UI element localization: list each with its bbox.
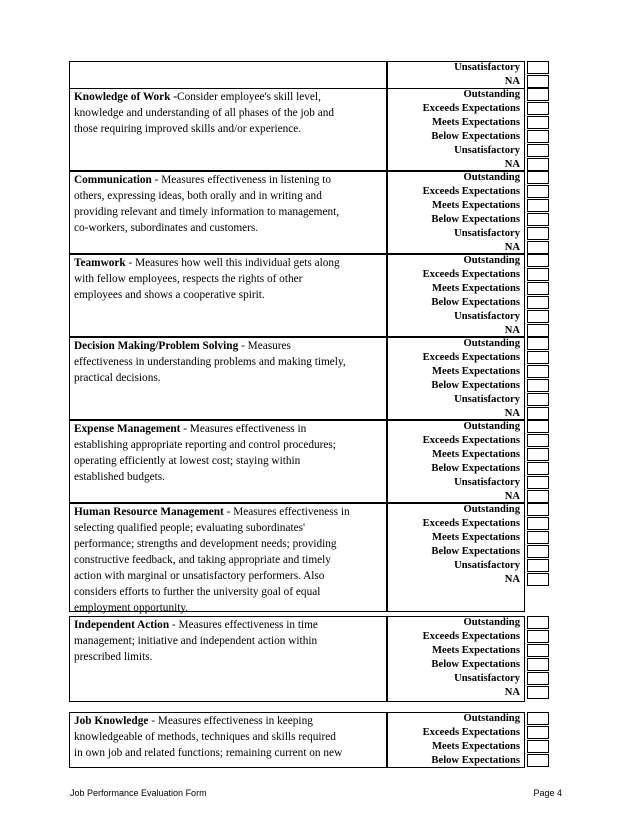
- rating-label: Exceeds Expectations: [422, 102, 520, 114]
- rating-checkbox[interactable]: [527, 282, 549, 295]
- rating-checkbox[interactable]: [527, 517, 549, 530]
- rating-checkbox[interactable]: [527, 241, 549, 254]
- rating-label: Exceeds Expectations: [422, 268, 520, 280]
- rating-checkbox[interactable]: [527, 310, 549, 323]
- rating-checkbox[interactable]: [527, 337, 549, 350]
- criterion-text: practical decisions.: [74, 372, 161, 384]
- criterion-title: Teamwork: [74, 257, 126, 269]
- criterion-title: Decision Making/Problem Solving: [74, 340, 239, 352]
- rating-checkbox[interactable]: [527, 365, 549, 378]
- rating-label: Below Expectations: [431, 658, 520, 670]
- criterion-text: - Measures effectiveness in: [223, 506, 350, 518]
- criterion-text: - Measures how well this individual gets along: [125, 257, 340, 269]
- rating-checkbox[interactable]: [527, 559, 549, 572]
- rating-checkbox[interactable]: [527, 351, 549, 364]
- rating-label: NA: [504, 686, 520, 698]
- rating-label: Unsatisfactory: [454, 672, 520, 684]
- criterion-text: knowledgeable of methods, techniques and skills required: [74, 731, 336, 743]
- criterion-description: [74, 89, 382, 137]
- rating-checkbox[interactable]: [527, 227, 549, 240]
- criterion-text: performance; strengths and development needs; providing: [74, 538, 337, 550]
- rating-label: Below Expectations: [431, 296, 520, 308]
- rating-checkbox[interactable]: [527, 420, 549, 433]
- rating-checkbox[interactable]: [527, 726, 549, 739]
- rating-checkbox[interactable]: [527, 116, 549, 129]
- rating-label: Outstanding: [463, 617, 520, 628]
- rating-checkbox[interactable]: [527, 268, 549, 281]
- rating-label: NA: [504, 241, 520, 253]
- rating-checkbox[interactable]: [527, 490, 549, 503]
- footer-title: Job Performance Evaluation Form: [70, 788, 207, 798]
- rating-label: Exceeds Expectations: [422, 630, 520, 642]
- rating-checkbox[interactable]: [527, 171, 549, 184]
- criterion-text: - Measures effectiveness in: [180, 423, 307, 435]
- rating-label: Below Expectations: [431, 213, 520, 225]
- criterion-text: action with marginal or unsatisfactory performers. Also: [74, 570, 325, 582]
- rating-checkbox[interactable]: [527, 185, 549, 198]
- criterion-text: employment opportunity.: [74, 602, 189, 614]
- rating-label: Below Expectations: [431, 462, 520, 474]
- rating-checkbox[interactable]: [527, 503, 549, 516]
- rating-label: NA: [504, 573, 520, 585]
- rating-checkbox[interactable]: [527, 448, 549, 461]
- rating-checkbox[interactable]: [527, 573, 549, 586]
- rating-checkbox[interactable]: [527, 407, 549, 420]
- criterion-description: [74, 504, 382, 616]
- criterion-description: [74, 617, 382, 665]
- rating-checkbox[interactable]: [527, 658, 549, 671]
- rating-checkbox[interactable]: [527, 254, 549, 267]
- rating-checkbox[interactable]: [527, 324, 549, 337]
- rating-checkbox[interactable]: [527, 199, 549, 212]
- criterion-text: providing relevant and timely information to management,: [74, 206, 340, 218]
- criterion-text: in own job and related functions; remaining current on new: [74, 747, 343, 759]
- rating-checkbox[interactable]: [527, 213, 549, 226]
- rating-checkbox[interactable]: [527, 462, 549, 475]
- criterion-text: considers efforts to further the university goal of equal: [74, 586, 321, 598]
- criterion-text: those requiring improved skills and/or experience.: [74, 123, 302, 135]
- criterion-text: management; initiative and independent action within: [74, 635, 318, 647]
- rating-checkbox[interactable]: [527, 686, 549, 699]
- rating-checkbox[interactable]: [527, 144, 549, 157]
- criterion-title: Human Resource Management: [74, 506, 224, 518]
- rating-label: Meets Expectations: [432, 199, 520, 211]
- criterion-text: with fellow employees, respects the rights of other: [74, 273, 303, 285]
- rating-checkbox[interactable]: [527, 393, 549, 406]
- rating-checkbox[interactable]: [527, 88, 549, 101]
- rating-label: Exceeds Expectations: [422, 185, 520, 197]
- rating-label: Unsatisfactory: [454, 144, 520, 156]
- rating-checkbox[interactable]: [527, 740, 549, 753]
- rating-label: Meets Expectations: [432, 448, 520, 460]
- criterion-text: - Measures: [238, 340, 291, 352]
- criterion-description: [74, 172, 382, 236]
- rating-label: Outstanding: [463, 172, 520, 183]
- rating-checkbox[interactable]: [527, 476, 549, 489]
- rating-label: Outstanding: [463, 504, 520, 515]
- rating-label: Exceeds Expectations: [422, 351, 520, 363]
- rating-checkbox[interactable]: [527, 434, 549, 447]
- criterion-text: effectiveness in understanding problems and making timely,: [74, 356, 346, 368]
- rating-label: NA: [504, 407, 520, 419]
- rating-label: Outstanding: [463, 713, 520, 724]
- rating-checkbox[interactable]: [527, 712, 549, 725]
- criterion-description: [74, 255, 382, 303]
- rating-checkbox[interactable]: [527, 630, 549, 643]
- rating-label: Exceeds Expectations: [422, 726, 520, 738]
- criterion-text: constructive feedback, and taking appropriate and timely: [74, 554, 331, 566]
- rating-label: Below Expectations: [431, 130, 520, 142]
- rating-label: Unsatisfactory: [454, 559, 520, 571]
- rating-label: Below Expectations: [431, 379, 520, 391]
- rating-checkbox[interactable]: [527, 75, 549, 88]
- criterion-text: establishing appropriate reporting and control procedures;: [74, 439, 336, 451]
- criterion-text: Consider employee's skill level,: [177, 91, 321, 103]
- rating-checkbox[interactable]: [527, 296, 549, 309]
- rating-label: Exceeds Expectations: [422, 517, 520, 529]
- criterion-text: operating efficiently at lowest cost; staying within: [74, 455, 301, 467]
- criterion-description: [74, 338, 382, 386]
- criterion-text: established budgets.: [74, 471, 165, 483]
- rating-label: Outstanding: [463, 255, 520, 266]
- rating-checkbox[interactable]: [527, 379, 549, 392]
- criterion-description: [74, 713, 382, 761]
- rating-label: Unsatisfactory: [454, 62, 520, 73]
- header-row: [69, 61, 387, 89]
- criterion-text: prescribed limits.: [74, 651, 153, 663]
- rating-label: Unsatisfactory: [454, 393, 520, 405]
- criterion-title: Communication: [74, 174, 152, 186]
- criterion-text: - Measures effectiveness in time: [169, 619, 318, 631]
- criterion-text: - Measures effectiveness in listening to: [151, 174, 332, 186]
- rating-checkbox[interactable]: [527, 545, 549, 558]
- rating-label: Outstanding: [463, 89, 520, 100]
- criterion-text: others, expressing ideas, both orally and in writing and: [74, 190, 322, 202]
- rating-label: Meets Expectations: [432, 644, 520, 656]
- rating-label: Meets Expectations: [432, 365, 520, 377]
- criterion-title: Expense Management: [74, 423, 181, 435]
- criterion-text: knowledge and understanding of all phases of the job and: [74, 107, 335, 119]
- criterion-title: Independent Action: [74, 619, 170, 631]
- rating-checkbox[interactable]: [527, 102, 549, 115]
- rating-label: Unsatisfactory: [454, 310, 520, 322]
- rating-label: Unsatisfactory: [454, 476, 520, 488]
- criterion-description: [74, 421, 382, 485]
- rating-checkbox[interactable]: [527, 158, 549, 171]
- rating-label: Meets Expectations: [432, 116, 520, 128]
- criterion-text: co-workers, subordinates and customers.: [74, 222, 259, 234]
- rating-label: Below Expectations: [431, 754, 520, 766]
- rating-label: NA: [504, 75, 520, 87]
- rating-label: Outstanding: [463, 338, 520, 349]
- rating-label: Exceeds Expectations: [422, 434, 520, 446]
- rating-label: Outstanding: [463, 421, 520, 432]
- criterion-text: employees and shows a cooperative spirit.: [74, 289, 265, 301]
- rating-label: NA: [504, 490, 520, 502]
- rating-checkbox[interactable]: [527, 672, 549, 685]
- rating-label: Meets Expectations: [432, 740, 520, 752]
- rating-checkbox[interactable]: [527, 754, 549, 767]
- criterion-title: Job Knowledge: [74, 715, 149, 727]
- criterion-text: selecting qualified people; evaluating subordinates': [74, 522, 306, 534]
- rating-checkbox[interactable]: [527, 616, 549, 629]
- rating-label: Unsatisfactory: [454, 227, 520, 239]
- rating-checkbox[interactable]: [527, 130, 549, 143]
- rating-label: NA: [504, 324, 520, 336]
- criterion-title: Knowledge of Work -: [74, 91, 178, 103]
- criterion-text: - Measures effectiveness in keeping: [148, 715, 313, 727]
- page-number: Page 4: [533, 788, 562, 798]
- rating-checkbox[interactable]: [527, 644, 549, 657]
- rating-checkbox[interactable]: [527, 531, 549, 544]
- rating-label: Below Expectations: [431, 545, 520, 557]
- rating-label: NA: [504, 158, 520, 170]
- rating-label: Meets Expectations: [432, 531, 520, 543]
- rating-label: Meets Expectations: [432, 282, 520, 294]
- rating-checkbox[interactable]: [527, 61, 549, 74]
